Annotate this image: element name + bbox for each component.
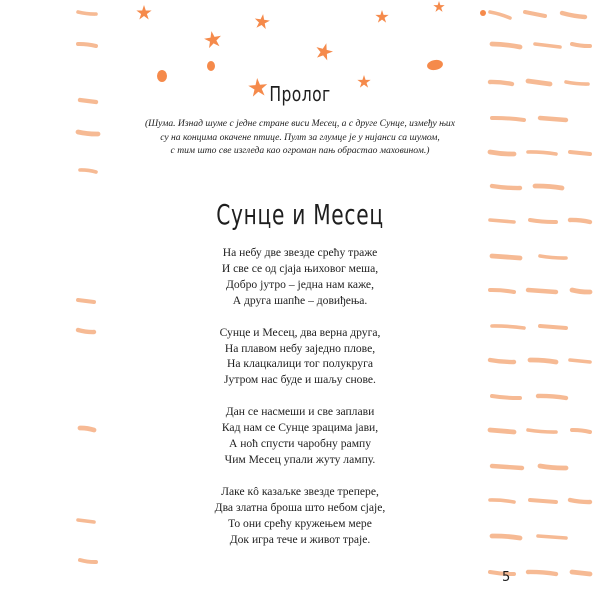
star-icon [314,41,335,61]
brush-stroke [570,360,590,362]
brush-stroke [538,536,566,538]
brush-stroke [572,572,590,574]
stanza [150,245,450,309]
poem-line: Дан се насмеши и све заплави [225,405,375,419]
brush-stroke [570,152,590,154]
brush-stroke [492,396,520,398]
poem-line: А ноћ спусти чаробну рампу [228,437,372,451]
poem-line: На плавом небу заједно плове, [224,341,376,355]
brush-stroke [528,430,556,432]
brush-stroke [540,256,566,258]
poem-line: А друга шапће – довиђења. [232,293,368,307]
brush-stroke [490,500,514,502]
stage-line: с тим што све изгледа као огроман пањ обрастао маховином.) [170,145,430,156]
brush-stroke [490,360,514,362]
brush-stroke [528,152,556,154]
star-icon [375,10,388,23]
brush-stroke [78,12,96,14]
brush-stroke [540,326,566,328]
poem-line: Чим Месец упали жуту лампу. [224,452,376,466]
star-icon [203,30,223,49]
brush-stroke [538,396,566,398]
brush-stroke [530,500,556,502]
brush-stroke [535,44,560,47]
star-icon [254,13,271,29]
brush-stroke [492,44,520,47]
brush-stroke [492,186,520,188]
poem-line: Јутром нас буде и шаљу снове. [224,373,376,387]
poem-title: Сунце и Месец [216,198,384,231]
poem-line: Сунце и Месец, два верна друга, [219,325,381,339]
dot-icon [480,10,486,16]
brush-stroke [528,572,556,574]
stage-direction [130,117,470,158]
brush-stroke [535,186,562,188]
stanza [150,325,450,389]
poem-line: На клацкалици тог полукруга [227,357,373,371]
brush-stroke [492,536,520,538]
poem-line: Два златна броша што небом сјаје, [214,500,386,514]
brush-stroke [572,44,590,46]
star-icon [136,5,151,19]
brush-stroke [490,430,514,432]
brush-stroke [570,220,590,222]
brush-stroke [562,13,585,17]
brush-stroke [492,118,524,120]
brush-stroke [492,256,520,258]
brush-stroke [566,82,588,84]
star-icon [433,1,444,12]
brush-stroke [78,330,94,332]
dot-icon [426,59,443,72]
brush-stroke [530,220,556,222]
brush-stroke [78,44,96,46]
stage-line: (Шума. Изнад шуме с једне стране виси Месец, а с друге Сунце, између њих [144,118,455,129]
brush-stroke [78,132,98,134]
dot-icon [157,70,167,82]
brush-stroke [490,12,510,18]
page-number: 5 [502,570,511,585]
brush-stroke [530,360,556,362]
brush-stroke [490,152,514,154]
stanza [150,484,450,548]
poem-line: Кад нам се Сунце зрацима јави, [221,421,379,435]
brush-stroke [80,428,94,430]
poem-line: И све се од сјаја њиховог меша, [221,261,379,275]
brush-stroke [78,300,94,302]
brush-stroke [540,466,566,468]
poem-line: На небу две звезде срећу траже [222,246,378,259]
brush-stroke [80,170,96,172]
prolog-title: Пролог [269,82,331,106]
poem-line: Док игра тече и живот траје. [229,532,371,546]
brush-stroke [490,290,514,292]
poem-line: То они срећу кружењем мере [228,516,372,530]
brush-stroke [572,430,590,432]
stanza [150,404,450,468]
brush-stroke [570,500,590,502]
brush-stroke [540,118,566,120]
brush-stroke [492,326,524,328]
brush-stroke [492,466,522,468]
stage-line: су на концима окачене птице. Пулт за глумце је у нијанси са шумом, [160,131,440,143]
poem-line: Добро јутро – једна нам каже, [226,277,374,291]
brush-stroke [78,520,94,522]
dot-icon [207,61,215,71]
brush-stroke [80,560,96,562]
poem-body [150,245,450,564]
brush-stroke [528,290,556,292]
poem-line: Лаке кô казаљке звезде трепере, [221,484,379,498]
brush-stroke [572,290,590,292]
brush-stroke [525,12,545,16]
